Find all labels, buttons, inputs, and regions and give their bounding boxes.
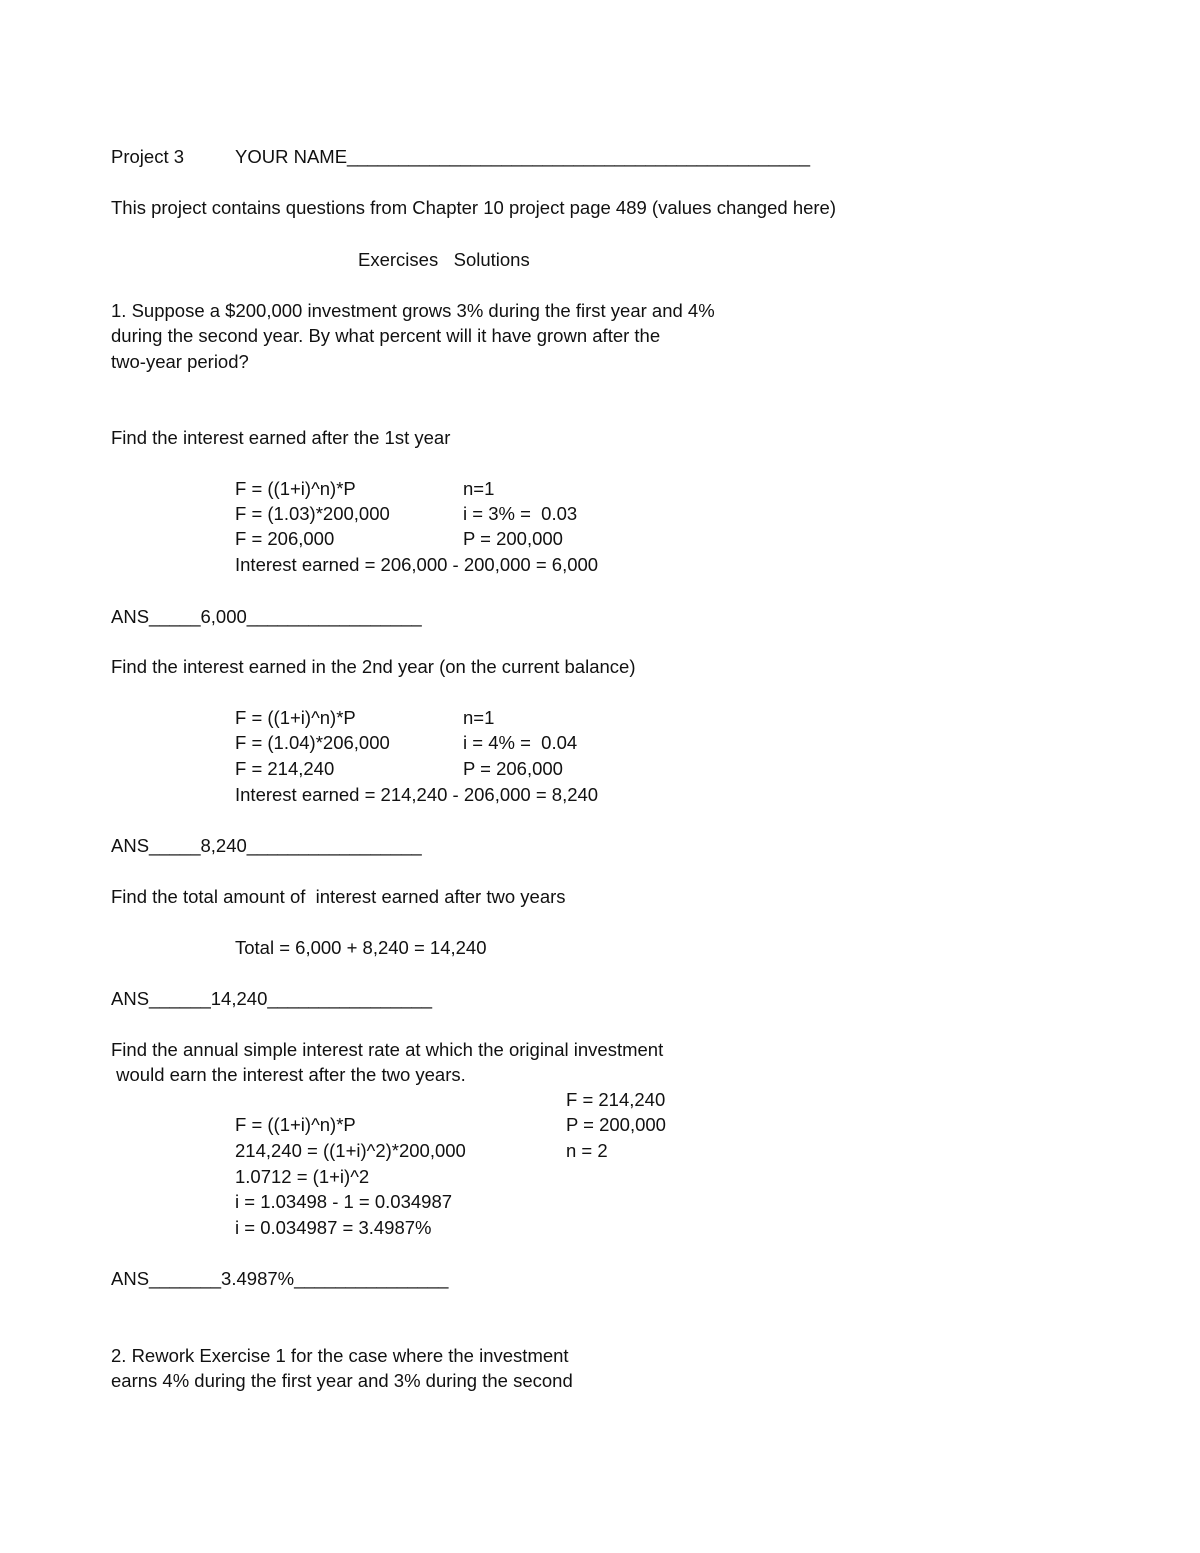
part2-var-3: P = 206,000 [463, 758, 563, 779]
part2-interest: Interest earned = 214,240 - 206,000 = 8,240 [235, 784, 599, 805]
q1-line-3: two-year period? [111, 351, 249, 372]
part4-prompt-1: Find the annual simple interest rate at which the original investment [111, 1039, 664, 1060]
part2-answer: ANS_____8,240_________________ [111, 835, 422, 856]
part2-var-2: i = 4% = 0.04 [463, 732, 578, 753]
part4-eq-1: F = ((1+i)^n)*P [235, 1114, 356, 1135]
part3-answer: ANS______14,240________________ [111, 988, 432, 1009]
part2-eq-1: F = ((1+i)^n)*P [235, 707, 356, 728]
part4-var-3: n = 2 [566, 1140, 608, 1161]
name-label-text: YOUR NAME [235, 146, 348, 167]
intro-text: This project contains questions from Chapter 10 project page 489 (values changed here) [111, 197, 837, 218]
part2-var-1: n=1 [463, 707, 495, 728]
part4-eq-3: 1.0712 = (1+i)^2 [235, 1166, 370, 1187]
q2-line-2: earns 4% during the first year and 3% during the second [111, 1370, 573, 1391]
part1-prompt: Find the interest earned after the 1st year [111, 427, 451, 448]
part2-eq-3: F = 214,240 [235, 758, 335, 779]
q1-line-1: 1. Suppose a $200,000 investment grows 3% during the first year and 4% [111, 300, 715, 321]
part3-prompt: Find the total amount of interest earned after two years [111, 886, 566, 907]
part4-eq-2: 214,240 = ((1+i)^2)*200,000 [235, 1140, 466, 1161]
part2-prompt: Find the interest earned in the 2nd year (on the current balance) [111, 656, 636, 677]
part1-interest: Interest earned = 206,000 - 200,000 = 6,000 [235, 554, 599, 575]
part1-eq-3: F = 206,000 [235, 528, 335, 549]
q2-line-1: 2. Rework Exercise 1 for the case where the investment [111, 1345, 569, 1366]
part1-var-3: P = 200,000 [463, 528, 563, 549]
part4-answer: ANS_______3.4987%_______________ [111, 1268, 449, 1289]
section-title: Exercises Solutions [358, 249, 530, 270]
part4-var-1: F = 214,240 [566, 1089, 666, 1110]
part1-eq-1: F = ((1+i)^n)*P [235, 478, 356, 499]
project-label: Project 3 [111, 146, 185, 167]
name-blank: _____________________________________________ [347, 146, 811, 167]
part2-eq-2: F = (1.04)*206,000 [235, 732, 390, 753]
part4-eq-5: i = 0.034987 = 3.4987% [235, 1217, 432, 1238]
q1-line-2: during the second year. By what percent will it have grown after the [111, 325, 661, 346]
part1-eq-2: F = (1.03)*200,000 [235, 503, 390, 524]
part4-eq-4: i = 1.03498 - 1 = 0.034987 [235, 1191, 453, 1212]
part4-prompt-2: would earn the interest after the two years. [111, 1064, 466, 1085]
part3-total: Total = 6,000 + 8,240 = 14,240 [235, 937, 487, 958]
part1-var-2: i = 3% = 0.03 [463, 503, 578, 524]
name-label [235, 146, 810, 168]
part1-var-1: n=1 [463, 478, 495, 499]
part4-var-2: P = 200,000 [566, 1114, 666, 1135]
part1-answer: ANS_____6,000_________________ [111, 606, 422, 627]
